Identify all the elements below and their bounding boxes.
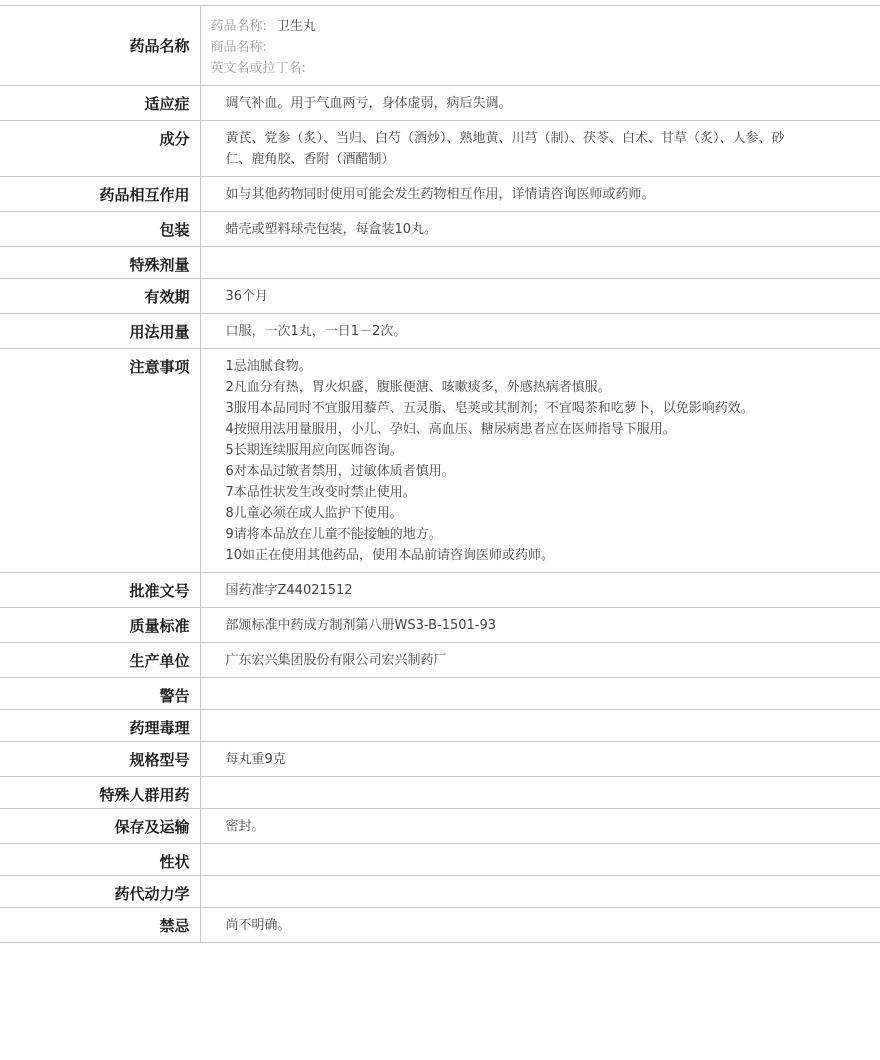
row-label: 药品名称 [0,6,200,86]
row-special-dosage [0,247,880,279]
drug-info-table [0,5,880,943]
row-value: 每丸重9克 [200,742,880,777]
precaution-item: 9请将本品放在儿童不能接触的地方。 [225,527,442,542]
row-label: 质量标准 [0,608,200,643]
precaution-item: 3服用本品同时不宜服用藜芦、五灵脂、皂荚或其制剂；不宜喝茶和吃萝卜，以免影响药效。 [225,401,754,416]
trade-name-line [211,37,871,58]
row-label: 生产单位 [0,643,200,678]
precaution-item: 2凡血分有热，胃火炽盛，腹胀便溏、咳嗽痰多，外感热病者慎服。 [225,380,611,395]
row-storage [0,809,880,844]
row-properties [0,844,880,876]
english-name-key: 英文名或拉丁名: [210,61,306,76]
row-value: 36个月 [200,279,880,314]
row-label: 药理毒理 [0,710,200,742]
row-value: 国药准字Z44021512 [200,573,880,608]
row-label: 用法用量 [0,314,200,349]
row-manufacturer [0,643,880,678]
precaution-item: 10如正在使用其他药品，使用本品前请咨询医师或药师。 [225,548,555,563]
row-value [200,844,880,876]
precaution-item: 6对本品过敏者禁用，过敏体质者慎用。 [225,464,455,479]
row-label: 包装 [0,212,200,247]
precaution-item: 7本品性状发生改变时禁止使用。 [225,485,416,500]
row-label: 禁忌 [0,908,200,943]
precaution-item: 1忌油腻食物。 [225,359,312,374]
precautions-list [200,349,880,573]
row-value: 口服，一次1丸，一日1－2次。 [200,314,880,349]
row-value [200,678,880,710]
row-approval [0,573,880,608]
trade-name-key: 商品名称: [210,40,267,55]
row-label: 保存及运输 [0,809,200,844]
row-label: 特殊剂量 [0,247,200,279]
precaution-item: 4按照用法用量服用，小儿、孕妇、高血压、糖尿病患者应在医师指导下服用。 [225,422,676,437]
row-value: 黄芪、党参（炙）、当归、白芍（酒炒）、熟地黄、川芎（制）、茯苓、白术、甘草（炙）、人参、砂仁、鹿角胶、香附（酒醋制） [200,121,880,177]
row-special-population [0,777,880,809]
row-label: 规格型号 [0,742,200,777]
row-label: 成分 [0,121,200,177]
row-usage [0,314,880,349]
drug-name-value: 卫生丸 [276,19,316,34]
row-value [200,777,880,809]
row-label: 注意事项 [0,349,200,573]
row-specification [0,742,880,777]
row-label: 特殊人群用药 [0,777,200,809]
drug-name-line [211,16,871,37]
row-drug-name [0,6,880,86]
precaution-item: 8儿童必须在成人监护下使用。 [225,506,403,521]
row-value [200,876,880,908]
drug-name-key: 药品名称: [210,19,267,34]
row-precautions [0,349,880,573]
row-label: 适应症 [0,86,200,121]
row-pharmacology [0,710,880,742]
row-packaging [0,212,880,247]
english-name-line [211,58,871,79]
row-label: 性状 [0,844,200,876]
row-pharmacokinetics [0,876,880,908]
row-interaction [0,177,880,212]
row-label: 有效期 [0,279,200,314]
row-standard [0,608,880,643]
row-value [200,710,880,742]
drug-info-sheet [0,5,880,943]
row-label: 批准文号 [0,573,200,608]
row-label: 药品相互作用 [0,177,200,212]
row-value: 调气补血。用于气血两亏，身体虚弱，病后失调。 [200,86,880,121]
row-value: 广东宏兴集团股份有限公司宏兴制药厂 [200,643,880,678]
row-value: 密封。 [200,809,880,844]
row-indication [0,86,880,121]
row-value: 尚不明确。 [200,908,880,943]
precaution-item: 5长期连续服用应向医师咨询。 [225,443,403,458]
row-value: 部颁标准中药成方制剂第八册WS3-B-1501-93 [200,608,880,643]
row-contraindications [0,908,880,943]
row-warning [0,678,880,710]
row-label: 药代动力学 [0,876,200,908]
row-label: 警告 [0,678,200,710]
row-ingredients [0,121,880,177]
row-value [200,247,880,279]
row-shelf-life [0,279,880,314]
row-value: 如与其他药物同时使用可能会发生药物相互作用，详情请咨询医师或药师。 [200,177,880,212]
row-value: 蜡壳或塑料球壳包装，每盒装10丸。 [200,212,880,247]
names-cell [200,6,880,86]
